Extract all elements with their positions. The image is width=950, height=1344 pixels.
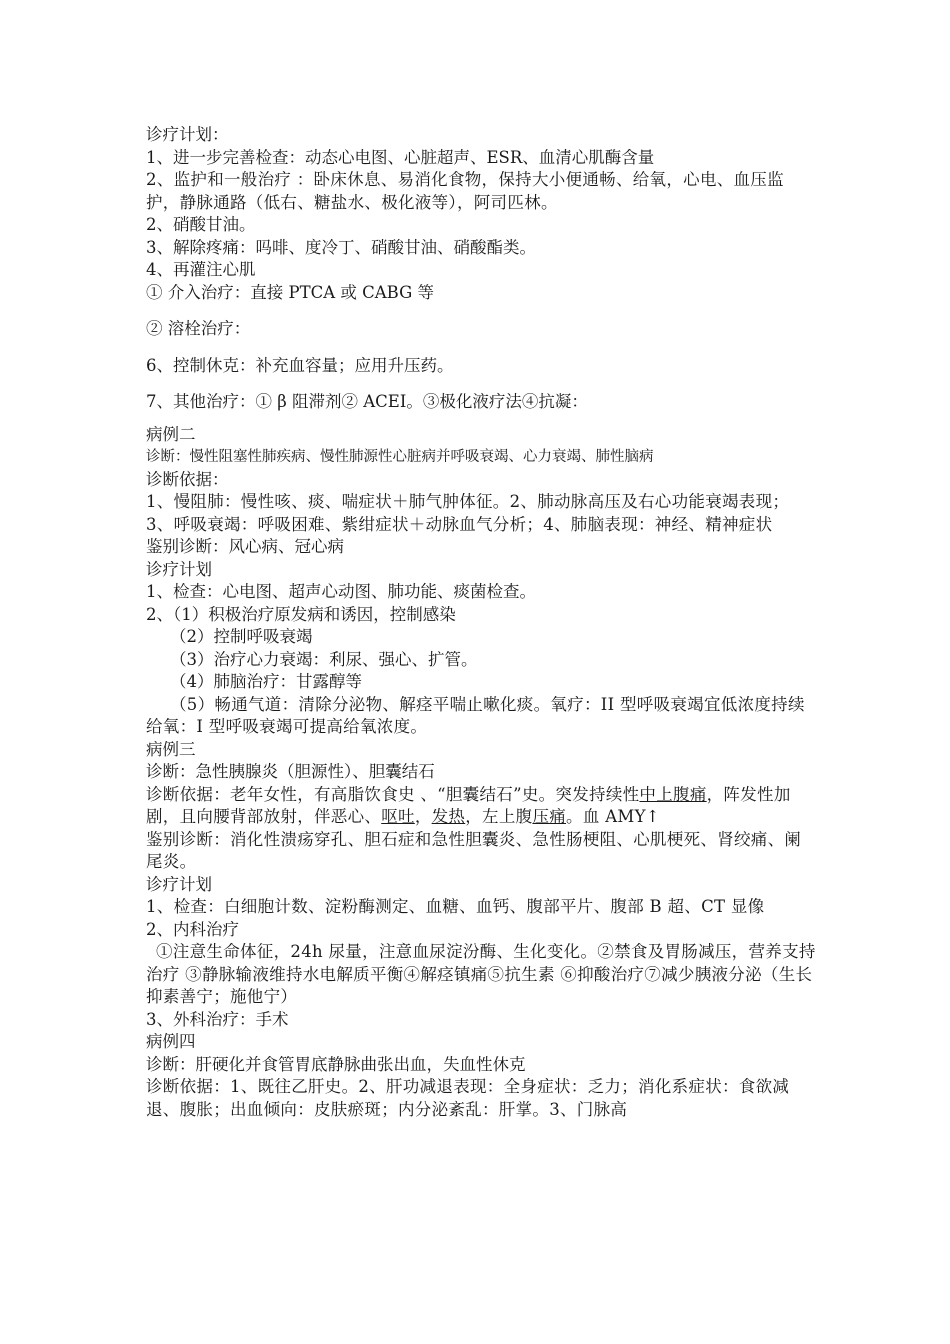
plan-title: 诊疗计划	[146, 874, 212, 894]
diagnosis: 诊断：肝硬化并食管胃底静脉曲张出血，失血性休克	[146, 1054, 526, 1074]
plan-item: ① 介入治疗：直接 PTCA 或 CABG 等	[146, 282, 435, 302]
plan-title: 诊疗计划：	[146, 125, 229, 144]
plan-item: 2、硝酸甘油。	[146, 215, 256, 234]
plan-item: 4、再灌注心肌	[146, 260, 256, 279]
basis-text	[146, 784, 816, 829]
plan-item: 1、检查：心电图、超声心动图、肺功能、痰菌检查。	[146, 582, 536, 601]
plan-title: 诊疗计划	[146, 559, 212, 579]
plan-item: ①注意生命体征，24h 尿量，注意血尿淀汾酶、生化变化。②禁食及胃肠减压，营养支持治疗 ③静脉输液维持水电解质平衡④解痉镇痛⑤抗生素 ⑥抑酸治疗⑦减少胰液分泌（生长抑素善宁；施他宁）	[146, 942, 816, 1006]
plan-item: （3）治疗心力衰竭：利尿、强心、扩管。	[170, 649, 478, 669]
plan-item: 3、外科治疗：手术	[146, 1009, 289, 1029]
plan-item: 2、内科治疗	[146, 919, 239, 939]
case-heading: 病例二	[146, 424, 196, 444]
basis-segment: ，	[414, 807, 432, 826]
differential: 鉴别诊断：消化性溃疡穿孔、胆石症和急性胆囊炎、急性肠梗阻、心肌梗死、肾绞痛、阑尾炎。	[146, 829, 802, 871]
plan-item: （2）控制呼吸衰竭	[170, 627, 313, 646]
plan-item: 6、控制休克：补充血容量；应用升压药。	[146, 355, 454, 375]
plan-item: 2、监护和一般治疗 ：卧床休息、易消化食物，保持大小便通畅、给氧，心电、血压监护，静脉通路（低右、糖盐水、极化液等），阿司匹林。	[146, 170, 784, 212]
underlined-term: 中上腹痛	[639, 784, 707, 804]
plan-item: 2、（1）积极治疗原发病和诱因，控制感染	[146, 604, 456, 624]
basis-segment: ，阵发性加剧，且向腰背部放射，伴恶心、	[146, 784, 791, 826]
underlined-term: 发热	[431, 807, 466, 826]
underlined-term: 压痛	[532, 807, 567, 826]
diagnosis: 诊断：慢性阻塞性肺疾病、慢性肺源性心脏病并呼吸衰竭、心力衰竭、肺性脑病	[146, 449, 654, 465]
underlined-term: 呕吐	[381, 807, 415, 826]
document-page	[146, 124, 816, 1121]
plan-item: ② 溶栓治疗：	[146, 319, 251, 338]
basis-segment: 。血 AMY↑	[566, 807, 660, 826]
basis-text: 1、慢阻肺：慢性咳、痰、喘症状＋肺气肿体征。2、肺动脉高压及右心功能衰竭表现；3、呼吸衰竭：呼吸困难、紫绀症状＋动脉血气分析；4、肺脑表现：神经、精神症状	[146, 492, 790, 534]
case-heading: 病例四	[146, 1032, 196, 1051]
plan-item: 1、检查：白细胞计数、淀粉酶测定、血糖、血钙、腹部平片、腹部 B 超、CT 显像	[146, 897, 765, 916]
plan-item: （4）肺脑治疗：甘露醇等	[170, 672, 362, 691]
plan-item: 3、解除疼痛：吗啡、度冷丁、硝酸甘油、硝酸酯类。	[146, 237, 536, 257]
case-heading: 病例三	[146, 739, 196, 759]
basis-segment: 诊断依据：老年女性，有高脂饮食史 、“胆囊结石”史。突发持续性	[146, 784, 640, 804]
basis-title: 诊断依据：	[146, 469, 229, 489]
plan-item: 7、其他治疗：① β 阻滞剂② ACEI。③极化液疗法④抗凝：	[146, 392, 588, 411]
basis-segment: ，左上腹	[465, 807, 533, 826]
plan-item: 1、进一步完善检查：动态心电图、心脏超声、ESR、血清心肌酶含量	[146, 147, 655, 167]
diagnosis: 诊断：急性胰腺炎（胆源性）、胆囊结石	[146, 762, 435, 781]
differential: 鉴别诊断：风心病、冠心病	[146, 537, 344, 556]
basis-text: 诊断依据：1、既往乙肝史。2、肝功减退表现：全身症状：乏力；消化系症状：食欲减退、腹胀；出血倾向：皮肤瘀斑；内分泌紊乱：肝掌。3、门脉高	[146, 1077, 790, 1119]
plan-item: （5）畅通气道：清除分泌物、解痉平喘止嗽化痰。氧疗：II 型呼吸衰竭宜低浓度持续给氧：I 型呼吸衰竭可提高给氧浓度。	[146, 694, 805, 736]
